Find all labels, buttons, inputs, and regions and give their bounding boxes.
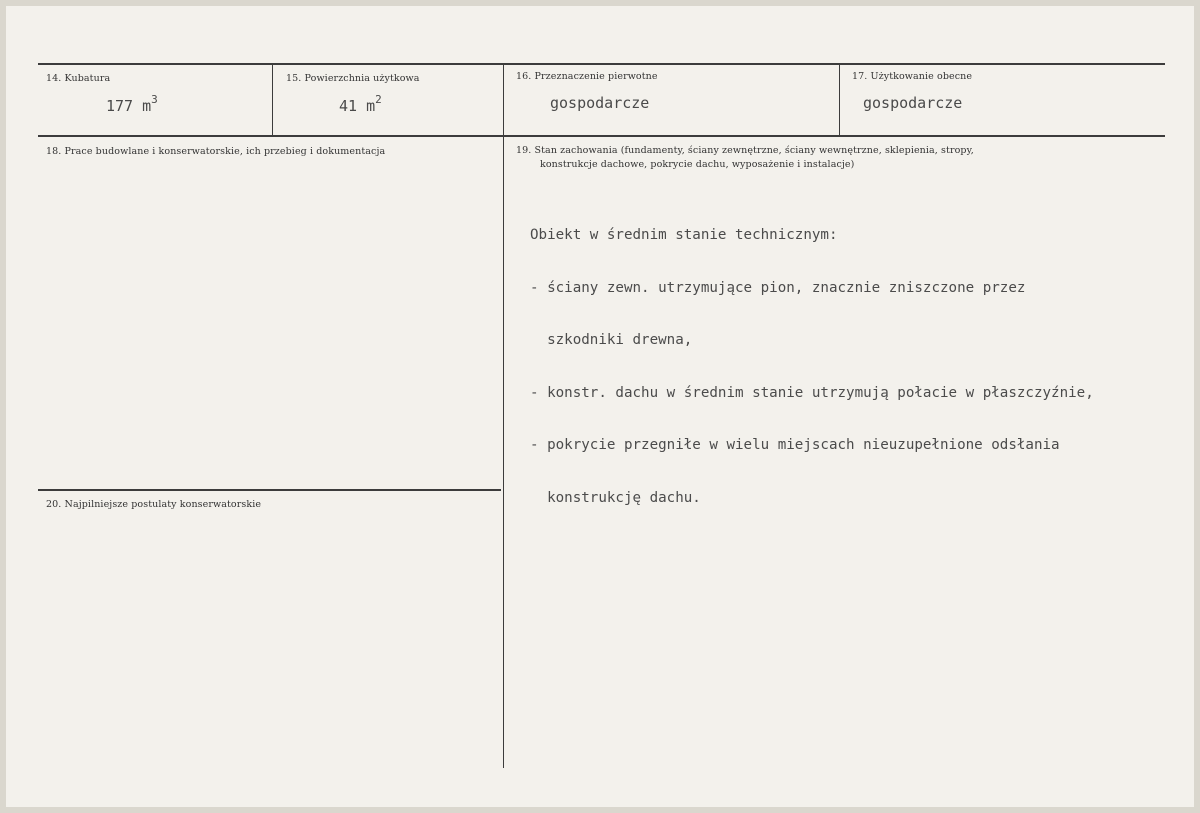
condition-line: szkodniki drewna, [530,332,693,348]
condition-line: - pokrycie przegniłe w wielu miejscach nieuzupełnione odsłania [530,437,1060,453]
field-19-label-line2: konstrukcje dachowe, pokrycie dachu, wyposażenie i instalacje) [540,159,855,170]
field-16-value: gospodarcze [550,94,650,112]
field-14-label: 14. Kubatura [46,73,111,84]
row-divider [38,135,1165,137]
field-17-value: gospodarcze [863,94,963,112]
field-15-label: 15. Powierzchnia użytkowa [286,73,420,84]
column-divider-1 [272,65,273,135]
column-divider-2 [503,65,504,768]
condition-line: - konstr. dachu w średnim stanie utrzymują połacie w płaszczyźnie, [530,384,1094,401]
condition-line: - ściany zewn. utrzymujące pion, znacznie zniszczone przez [530,279,1026,296]
field-18-label: 18. Prace budowlane i konserwatorskie, ich przebieg i dokumentacja [46,146,386,157]
section-divider [38,489,501,491]
field-17-label: 17. Użytkowanie obecne [852,71,973,82]
field-20-label: 20. Najpilniejsze postulaty konserwatorskie [46,499,262,510]
column-divider-3 [839,65,840,135]
field-19-label-line1: 19. Stan zachowania (fundamenty, ściany zewnętrzne, ściany wewnętrzne, sklepienia, stropy, [516,145,974,156]
field-14-value: 177 $m^3$ [106,93,158,115]
field-15-value: 41 $m^2$ [339,93,382,115]
field-16-label: 16. Przeznaczenie pierwotne [516,71,658,82]
condition-line: konstrukcję dachu. [530,489,701,506]
top-rule [38,63,1165,65]
condition-line: Obiekt w średnim stanie technicznym: [530,227,838,243]
field-19-condition-text [530,192,1094,542]
